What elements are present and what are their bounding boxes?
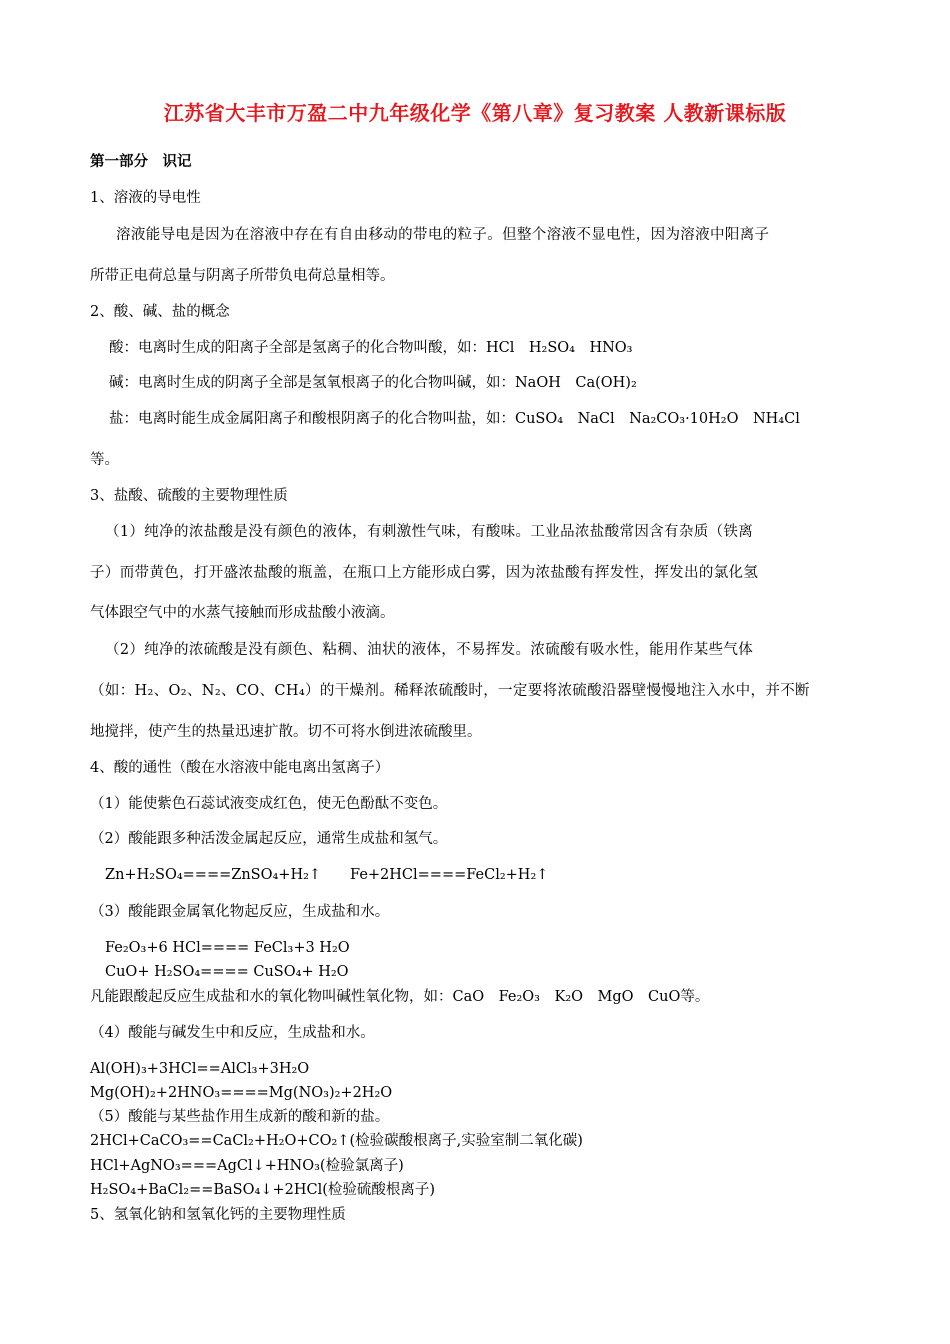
definition-acid: 酸：电离时生成的阳离子全部是氢离子的化合物叫酸，如：HCl H₂SO₄ HNO₃ [109, 340, 633, 356]
subheading-conductivity: 1、溶液的导电性 [90, 190, 201, 206]
equation-line: H₂SO₄+BaCl₂==BaSO₄↓+2HCl(检验硫酸根离子) [90, 1182, 436, 1198]
paragraph-line: （2）纯净的浓硫酸是没有颜色、粘稠、油状的液体，不易挥发。浓硫酸有吸水性，能用作某些气体 [105, 642, 754, 658]
subheading-hydroxides: 5、氢氧化钠和氢氧化钙的主要物理性质 [90, 1207, 346, 1223]
subheading-acid-properties: 3、盐酸、硫酸的主要物理性质 [90, 488, 288, 504]
equation-line: HCl+AgNO₃===AgCl↓+HNO₃(检验氯离子) [90, 1158, 404, 1174]
paragraph-line: （1）纯净的浓盐酸是没有颜色的液体，有刺激性气味，有酸味。工业品浓盐酸常因含有杂质（铁离 [105, 524, 754, 540]
paragraph-line: 子）而带黄色，打开盛浓盐酸的瓶盖，在瓶口上方能形成白雾，因为浓盐酸有挥发性，挥发出的氯化氢 [90, 565, 759, 581]
list-item: （4）酸能与碱发生中和反应，生成盐和水。 [90, 1025, 375, 1041]
subheading-acid-general: 4、酸的通性（酸在水溶液中能电离出氢离子） [90, 760, 390, 776]
list-item: （3）酸能跟金属氧化物起反应，生成盐和水。 [90, 904, 390, 920]
equation-line: Mg(OH)₂+2HNO₃====Mg(NO₃)₂+2H₂O [90, 1085, 393, 1101]
paragraph-line: 等。 [90, 452, 119, 468]
paragraph-line: 地搅拌，使产生的热量迅速扩散。切不可将水倒进浓硫酸里。 [90, 724, 482, 740]
list-item: （2）酸能跟多种活泼金属起反应，通常生成盐和氢气。 [90, 831, 448, 847]
paragraph-line: 凡能跟酸起反应生成盐和水的氧化物叫碱性氧化物，如：CaO Fe₂O₃ K₂O MgO CuO等。 [90, 989, 710, 1005]
equation-line: Fe₂O₃+6 HCl==== FeCl₃+3 H₂O [105, 940, 350, 956]
subheading-concepts: 2、酸、碱、盐的概念 [90, 304, 230, 320]
definition-salt: 盐：电离时能生成金属阳离子和酸根阴离子的化合物叫盐，如：CuSO₄ NaCl Na₂CO₃·10H₂O NH₄Cl [109, 411, 800, 427]
equation-line: Al(OH)₃+3HCl==AlCl₃+3H₂O [90, 1061, 310, 1077]
equation-line: 2HCl+CaCO₃==CaCl₂+H₂O+CO₂↑(检验碳酸根离子,实验室制二氧化碳) [90, 1133, 583, 1149]
list-item: （1）能使紫色石蕊试液变成红色，使无色酚酞不变色。 [90, 796, 448, 812]
paragraph-line: 所带正电荷总量与阴离子所带负电荷总量相等。 [90, 268, 395, 284]
equation-line: CuO+ H₂SO₄==== CuSO₄+ H₂O [105, 964, 349, 980]
paragraph-line: 溶液能导电是因为在溶液中存在有自由移动的带电的粒子。但整个溶液不显电性，因为溶液中阳离子 [116, 227, 770, 243]
list-item: （5）酸能与某些盐作用生成新的酸和新的盐。 [90, 1109, 390, 1125]
document-title: 江苏省大丰市万盈二中九年级化学《第八章》复习教案 人教新课标版 [163, 101, 787, 125]
definition-base: 碱：电离时生成的阴离子全部是氢氧根离子的化合物叫碱，如：NaOH Ca(OH)₂ [109, 375, 637, 391]
paragraph-line: （如：H₂、O₂、N₂、CO、CH₄）的干燥剂。稀释浓硫酸时，一定要将浓硫酸沿器壁慢慢地注入水中，并不断 [90, 683, 810, 699]
section-heading: 第一部分 识记 [90, 153, 192, 170]
equation-line: Zn+H₂SO₄====ZnSO₄+H₂↑ Fe+2HCl====FeCl₂+H₂↑ [105, 867, 549, 883]
paragraph-line: 气体跟空气中的水蒸气接触而形成盐酸小液滴。 [90, 605, 395, 621]
